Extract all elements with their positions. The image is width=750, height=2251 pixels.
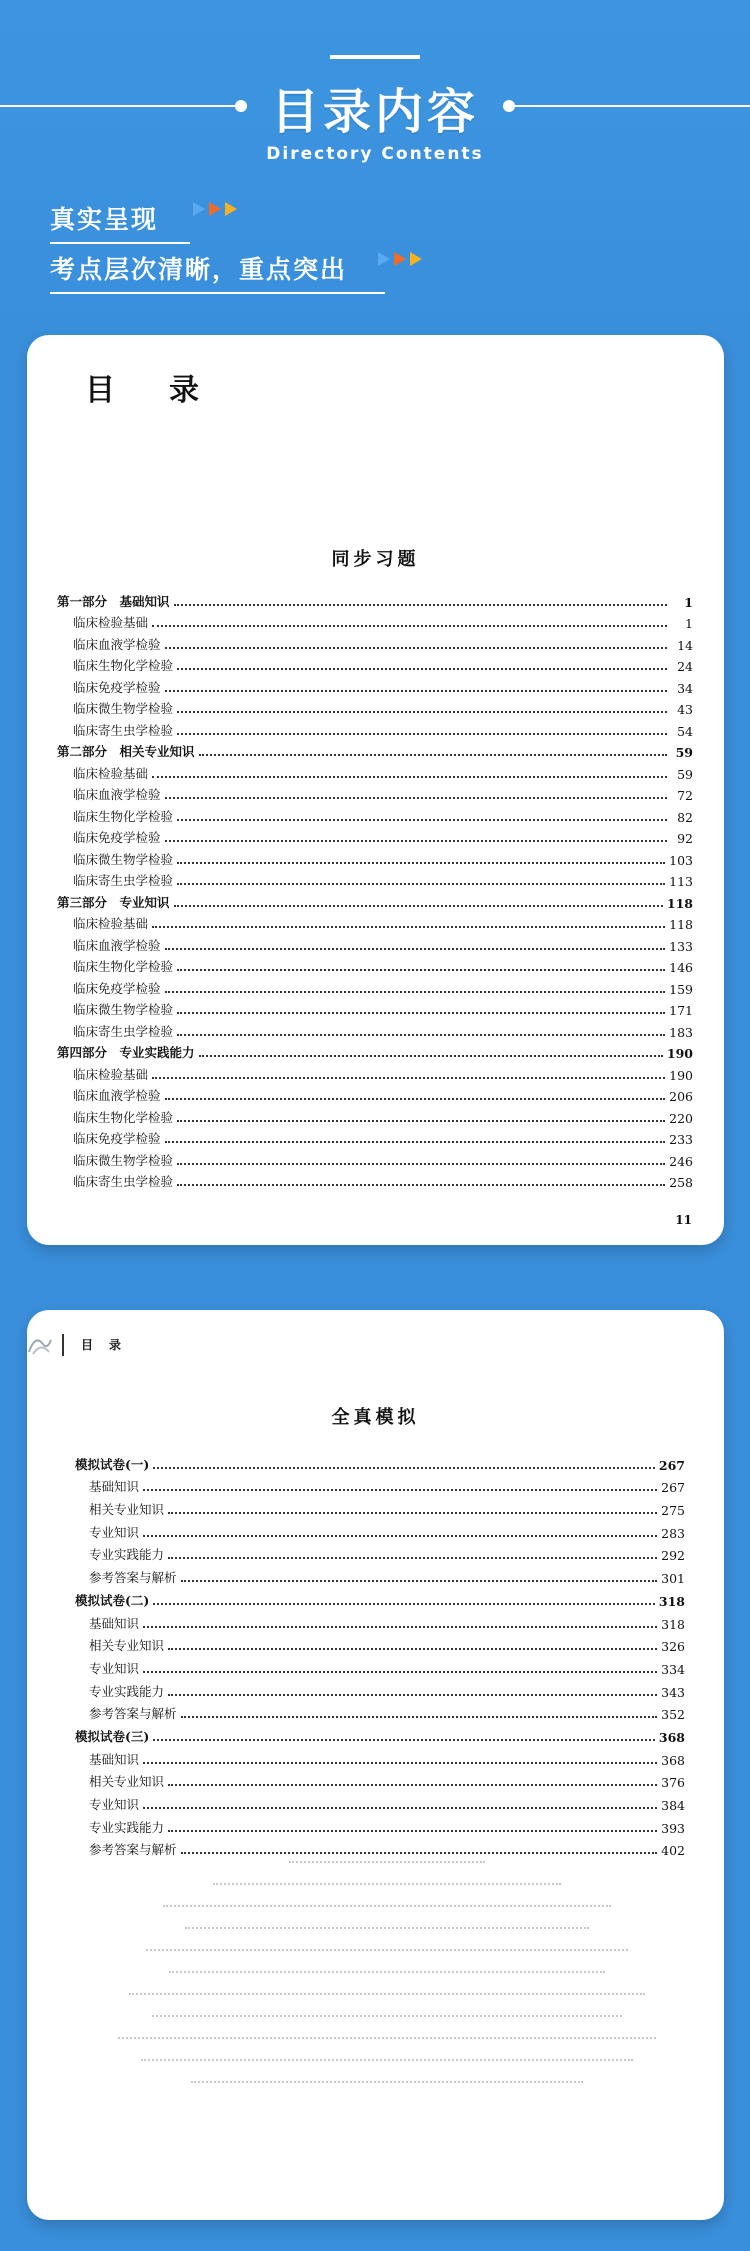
toc-entry-label: 临床检验基础 (73, 765, 149, 781)
toc-leader-dots (165, 647, 667, 649)
toc-entry (75, 1632, 685, 1655)
toc-entry-page: 318 (658, 1593, 685, 1609)
toc-entry-label: 参考答案与解析 (89, 1706, 177, 1722)
toc-leader-dots (177, 969, 665, 971)
arrow-right-icon (209, 202, 221, 216)
toc-entry-page: 133 (669, 938, 693, 954)
toc-entry (57, 868, 693, 890)
tagline-2-underline (50, 292, 385, 294)
toc-leader-dots (181, 1716, 658, 1718)
toc-entry (75, 1722, 685, 1745)
toc-leader-dots (143, 1626, 657, 1628)
faded-line (118, 2036, 656, 2039)
toc-leader-dots (177, 668, 667, 670)
toc-page-2 (27, 1310, 724, 2220)
toc-entry-page: 292 (661, 1548, 685, 1564)
toc-entry (57, 653, 693, 675)
toc-entry (57, 803, 693, 825)
header-title-block (0, 55, 750, 164)
toc-entry (57, 975, 693, 997)
toc-entry (57, 1040, 693, 1062)
toc-entry (57, 846, 693, 868)
toc-entry-page: 59 (675, 745, 693, 760)
toc-entry-page: 393 (661, 1820, 685, 1836)
toc-leader-dots (165, 1141, 666, 1143)
toc-entry-page: 82 (677, 809, 693, 825)
faded-line (213, 1882, 560, 1885)
toc-entry-label: 临床血液学检验 (73, 787, 161, 802)
faded-line (152, 2014, 622, 2017)
toc-entry-label: 专业实践能力 (89, 1547, 165, 1563)
toc-leader-dots (177, 1163, 665, 1165)
page-title: 目录内容 (270, 84, 479, 140)
toc-entry (57, 696, 693, 718)
faded-line (289, 1860, 485, 1863)
toc-entry-page: 368 (658, 1729, 685, 1745)
toc-entry-page: 24 (677, 659, 693, 674)
toc-entry (75, 1541, 685, 1564)
toc-entry-label: 基础知识 (89, 1615, 140, 1631)
toc-entry-label: 参考答案与解析 (89, 1570, 177, 1586)
toc-entry (57, 1126, 693, 1148)
section-title-sync-exercises: 同步习题 (331, 549, 420, 570)
toc-leader-dots (152, 926, 665, 928)
toc-entry (57, 889, 693, 911)
toc-entry-page: 267 (658, 1457, 685, 1473)
toc-entry (57, 588, 693, 610)
toc-entry-page: 190 (666, 1046, 693, 1061)
toc-leader-dots (143, 1762, 657, 1764)
toc-entry (57, 932, 693, 954)
toc-entry (75, 1700, 685, 1723)
toc-leader-dots (152, 776, 667, 778)
toc-entry-label: 临床寄生虫学检验 (73, 722, 174, 738)
toc-leader-dots (165, 991, 666, 993)
toc-entry-label: 模拟试卷(三) (75, 1728, 150, 1744)
toc-entry (75, 1586, 685, 1609)
toc-entry-label: 临床免疫学检验 (73, 1131, 161, 1146)
toc-leader-dots (199, 1055, 663, 1057)
header-band (0, 0, 750, 330)
arrow-icon-group (193, 202, 237, 216)
toc-entry-page: 233 (669, 1132, 693, 1147)
toc-leader-dots (168, 1830, 657, 1832)
toc-entry-page: 326 (661, 1639, 685, 1655)
toc-entry-page: 1 (685, 616, 693, 631)
toc-entry-label: 第一部分 基础知识 (57, 593, 170, 609)
toc-entry-label: 模拟试卷(二) (75, 1592, 150, 1608)
toc-entry-label: 临床检验基础 (73, 615, 149, 630)
toc-entry-label: 临床微生物学检验 (73, 1152, 174, 1168)
toc-leader-dots (153, 1603, 655, 1605)
running-head-text: 目录 (81, 1337, 138, 1352)
toc-leader-dots (177, 1012, 665, 1014)
toc-entry-label: 临床寄生虫学检验 (73, 873, 174, 888)
toc-entry (75, 1768, 685, 1791)
toc-entry-page: 267 (661, 1480, 685, 1496)
toc-entry-page: 283 (661, 1525, 685, 1541)
arrow-right-icon (225, 202, 237, 216)
toc-entry-page: 103 (669, 852, 693, 868)
toc-entry-page: 59 (677, 766, 693, 782)
toc-leader-dots (165, 1098, 666, 1100)
toc-leader-dots (165, 840, 667, 842)
toc-entry-page: 343 (661, 1684, 685, 1700)
toc-list-2 (75, 1450, 685, 1858)
toc-leader-dots (177, 1120, 665, 1122)
toc-entry-page: 113 (669, 874, 693, 889)
page-subtitle: Directory Contents (266, 144, 484, 164)
toc-entry-label: 临床微生物学检验 (73, 1002, 174, 1017)
section-title-full-simulation: 全真模拟 (331, 1407, 420, 1428)
toc-entry-label: 第四部分 专业实践能力 (57, 1045, 195, 1060)
toc-leader-dots (199, 754, 667, 756)
toc-entry (57, 674, 693, 696)
toc-entry-label: 参考答案与解析 (89, 1842, 177, 1858)
toc-entry-label: 相关专业知识 (89, 1502, 165, 1518)
toc-entry-page: 183 (669, 1024, 693, 1040)
page-number: 11 (675, 1213, 692, 1227)
toc-entry-label: 模拟试卷(一) (75, 1456, 150, 1472)
title-accent-bar (330, 55, 420, 59)
title-line-right (515, 105, 750, 107)
toc-entry-label: 临床免疫学检验 (73, 830, 161, 845)
toc-leader-dots (165, 797, 667, 799)
toc-entry-page: 72 (677, 788, 693, 803)
toc-leader-dots (174, 604, 667, 606)
toc-entry-page: 384 (661, 1798, 685, 1813)
toc-entry-label: 临床血液学检验 (73, 1088, 161, 1103)
toc-entry-label: 专业知识 (89, 1524, 140, 1540)
toc-entry-page: 54 (677, 723, 693, 739)
book-logo-icon (27, 1330, 71, 1358)
toc-entry-page: 1 (684, 594, 693, 610)
toc-leader-dots (165, 690, 667, 692)
toc-leader-dots (177, 1184, 665, 1186)
arrow-right-icon (410, 252, 422, 266)
toc-entry (57, 825, 693, 847)
toc-entry (57, 911, 693, 933)
toc-entry (57, 631, 693, 653)
toc-entry-page: 220 (669, 1110, 693, 1126)
toc-page-1 (27, 335, 724, 1245)
toc-entry-page: 206 (669, 1089, 693, 1104)
arrow-right-icon (193, 202, 205, 216)
toc-entry-label: 临床生物化学检验 (73, 1109, 174, 1125)
toc-entry-page: 246 (669, 1153, 693, 1169)
toc-entry-page: 146 (669, 960, 693, 975)
toc-entry-label: 相关专业知识 (89, 1638, 165, 1654)
toc-leader-dots (177, 819, 667, 821)
tagline-1-underline (50, 242, 190, 244)
toc-entry-page: 190 (669, 1067, 693, 1083)
toc-leader-dots (181, 1580, 658, 1582)
toc-entry (57, 610, 693, 632)
toc-entry-page: 318 (661, 1616, 685, 1632)
arrow-right-icon (394, 252, 406, 266)
toc-entry-label: 临床微生物学检验 (73, 851, 174, 867)
toc-leader-dots (168, 1557, 657, 1559)
faded-line (141, 2058, 634, 2061)
toc-leader-dots (177, 733, 667, 735)
toc-entry (57, 782, 693, 804)
toc-entry (75, 1654, 685, 1677)
toc-entry (75, 1609, 685, 1632)
toc-entry (75, 1677, 685, 1700)
toc-leader-dots (168, 1512, 657, 1514)
tagline-1 (50, 200, 158, 236)
toc-leader-dots (168, 1648, 657, 1650)
title-dot-left (235, 100, 247, 112)
toc-entry-label: 基础知识 (89, 1479, 140, 1495)
toc-entry-page: 92 (677, 831, 693, 846)
toc-entry (57, 1061, 693, 1083)
toc-entry-label: 相关专业知识 (89, 1774, 165, 1790)
faded-line (185, 1926, 588, 1929)
toc-entry (75, 1518, 685, 1541)
toc-entry-page: 34 (677, 680, 693, 696)
toc-entry-page: 118 (666, 895, 693, 911)
toc-leader-dots (181, 1852, 658, 1854)
toc-entry-label: 临床免疫学检验 (73, 679, 161, 695)
faded-line (191, 2080, 583, 2083)
faded-line (146, 1948, 628, 1951)
toc-list-1 (57, 588, 693, 1190)
toc-entry-label: 临床生物化学检验 (73, 959, 174, 974)
toc-leader-dots (165, 948, 666, 950)
toc-leader-dots (143, 1535, 657, 1537)
toc-entry-label: 临床免疫学检验 (73, 980, 161, 996)
faded-line (129, 1992, 644, 1995)
toc-entry (75, 1813, 685, 1836)
arrow-right-icon (378, 252, 390, 266)
toc-leader-dots (177, 862, 665, 864)
toc-leader-dots (152, 625, 667, 627)
toc-entry-label: 专业知识 (89, 1797, 140, 1812)
toc-entry-page: 352 (661, 1707, 685, 1723)
toc-entry (57, 760, 693, 782)
toc-entry-label: 临床血液学检验 (73, 636, 161, 652)
toc-entry (75, 1790, 685, 1813)
toc-leader-dots (168, 1784, 657, 1786)
toc-leader-dots (168, 1694, 657, 1696)
faded-line (163, 1904, 611, 1907)
toc-entry-label: 临床生物化学检验 (73, 658, 174, 673)
toc-entry-label: 临床血液学检验 (73, 937, 161, 953)
toc-entry-label: 临床微生物学检验 (73, 701, 174, 716)
toc-entry-label: 第二部分 相关专业知识 (57, 744, 195, 759)
toc-entry (75, 1836, 685, 1859)
toc-entry-label: 临床检验基础 (73, 916, 149, 931)
toc-entry (75, 1745, 685, 1768)
toc-entry-page: 334 (661, 1661, 685, 1677)
toc-entry-page: 43 (677, 702, 693, 717)
toc-entry (57, 1147, 693, 1169)
toc-entry-label: 专业实践能力 (89, 1683, 165, 1699)
toc-leader-dots (177, 1034, 665, 1036)
toc-leader-dots (153, 1467, 655, 1469)
toc-entry-label: 临床检验基础 (73, 1066, 149, 1082)
arrow-icon-group (378, 252, 422, 266)
toc-entry-label: 第三部分 专业知识 (57, 894, 170, 910)
toc-big-title: 目录 (85, 373, 253, 408)
toc-entry-label: 专业实践能力 (89, 1819, 165, 1835)
toc-leader-dots (174, 905, 663, 907)
toc-entry (57, 1018, 693, 1040)
toc-leader-dots (153, 1739, 655, 1741)
toc-entry (75, 1473, 685, 1496)
toc-entry-page: 171 (669, 1003, 693, 1018)
toc-entry (57, 1083, 693, 1105)
toc-entry-label: 临床寄生虫学检验 (73, 1023, 174, 1039)
toc-entry (57, 997, 693, 1019)
toc-leader-dots (143, 1807, 657, 1809)
toc-entry-page: 14 (677, 637, 693, 653)
toc-entry-page: 402 (661, 1843, 685, 1859)
toc-entry (57, 954, 693, 976)
toc-leader-dots (152, 1077, 665, 1079)
toc-leader-dots (143, 1671, 657, 1673)
toc-leader-dots (177, 711, 667, 713)
toc-entry-label: 基础知识 (89, 1751, 140, 1767)
toc-entry (75, 1563, 685, 1586)
toc-entry-page: 376 (661, 1775, 685, 1791)
toc-entry-page: 159 (669, 981, 693, 997)
running-head (27, 1330, 137, 1358)
toc-entry-page: 258 (669, 1175, 693, 1190)
tagline-2-text: 考点层次清晰，重点突出 (50, 255, 348, 284)
toc-entry-label: 专业知识 (89, 1660, 140, 1676)
toc-leader-dots (177, 883, 665, 885)
tagline-1-text: 真实呈现 (50, 205, 159, 234)
toc-entry-label: 临床生物化学检验 (73, 808, 174, 824)
faded-line (169, 1970, 606, 1973)
toc-entry (75, 1450, 685, 1473)
toc-entry (57, 1169, 693, 1191)
toc-entry (57, 739, 693, 761)
toc-entry (57, 1104, 693, 1126)
toc-entry (75, 1495, 685, 1518)
toc-entry-page: 275 (661, 1503, 685, 1519)
toc-entry (57, 717, 693, 739)
toc-entry-page: 368 (661, 1752, 685, 1768)
title-line-left (0, 105, 235, 107)
title-dot-right (503, 100, 515, 112)
toc-entry-page: 301 (661, 1571, 685, 1587)
toc-leader-dots (143, 1489, 657, 1491)
faded-text-area (107, 1860, 667, 2190)
toc-entry-page: 118 (669, 917, 693, 932)
tagline-2 (50, 250, 347, 286)
toc-entry-label: 临床寄生虫学检验 (73, 1174, 174, 1189)
